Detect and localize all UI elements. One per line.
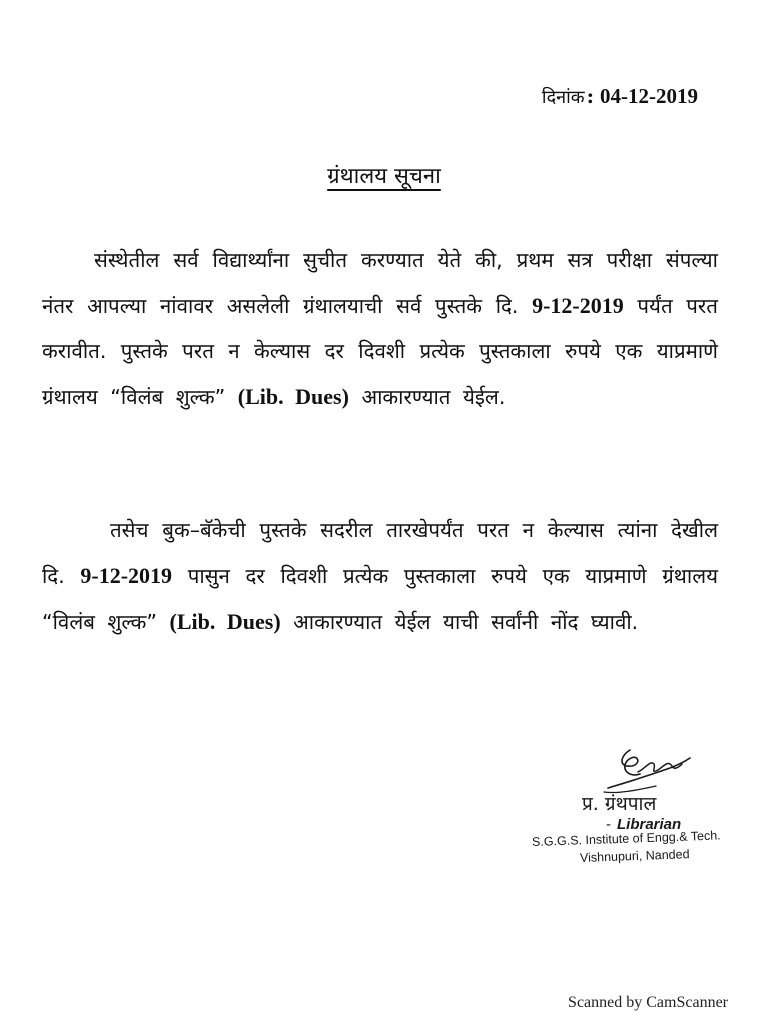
stamp-place: Vishnupuri, Nanded	[579, 847, 690, 865]
date-colon: :	[586, 84, 594, 108]
para2-text-2: पासुन दर दिवशी प्रत्येक पुस्तकाला रुपये एक याप्रमाणे ग्रंथालय “विलंब शुल्क”	[42, 564, 718, 634]
para2-fine-date: 9-12-2019	[80, 563, 173, 588]
date-label: दिनांक	[541, 87, 585, 108]
para2-text-3: आकारण्यात येईल याची सर्वांनी नोंद घ्यावी.	[280, 610, 639, 634]
date-line	[542, 84, 698, 109]
para1-text-3: आकारण्यात येईल.	[348, 385, 506, 409]
stamp-role-text: Librarian	[617, 816, 682, 833]
para1-text-2: पर्यंत परत करावीत. पुस्तके परत न केल्यास दर दिवशी प्रत्येक पुस्तकाला रुपये एक याप्रमाणे ग्रंथालय “विलंब शुल्क”	[42, 294, 718, 409]
signatory-title: प्र. ग्रंथपाल	[582, 793, 657, 815]
para1-lib-dues: (Lib. Dues)	[237, 384, 349, 409]
notice-title	[0, 160, 768, 190]
handwritten-signature	[598, 738, 708, 798]
notice-title-text: ग्रंथालय सूचना	[327, 164, 441, 189]
signature-stamp	[532, 792, 764, 866]
notice-paragraph-1	[42, 238, 718, 420]
stamp-institute: S.G.G.S. Institute of Engg.& Tech.	[531, 828, 721, 849]
notice-paragraph-2	[42, 508, 718, 645]
scanner-watermark: Scanned by CamScanner	[568, 994, 728, 1011]
para2-lib-dues: (Lib. Dues)	[169, 609, 281, 634]
para2-text-1: तसेच बुक–बॅकेची पुस्तके सदरील तारखेपर्यंत परत न केल्यास त्यांना देखील दि.	[42, 518, 718, 588]
para1-text-1: संस्थेतील सर्व विद्यार्थ्यांना सुचीत करण्यात येते की, प्रथम सत्र परीक्षा संपल्या नंतर आपल्या नांवावर असलेली ग्रंथालयाची सर्व पुस्तके दि.	[42, 248, 718, 318]
stamp-dash: -	[606, 816, 611, 833]
date-value: 04-12-2019	[600, 84, 698, 108]
para1-return-date: 9-12-2019	[532, 293, 624, 318]
